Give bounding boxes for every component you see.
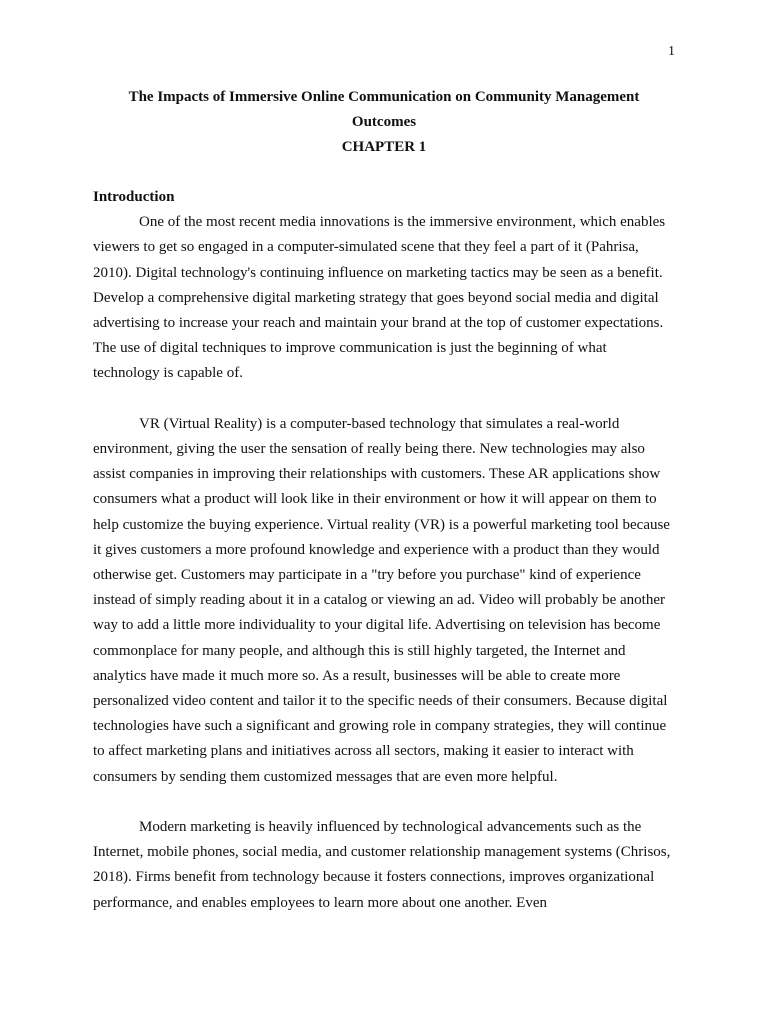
paragraph-1: One of the most recent media innovations is the immersive environment, which enables viewers to get so engaged in a computer-simulated scene that they feel a part of it (Pahrisa, 2010). Digital technology's continuing influence on marketing tactics may be seen as a benefit. Develop a comprehensive digital marketing strategy that goes beyond social media and digital advertising to increase your reach and maintain your brand at the top of customer expectations. The use of digital techniques to improve communication is just the beginning of what technology is capable of. (93, 214, 666, 382)
paragraph-3: Modern marketing is heavily influenced by technological advancements such as the Internet, mobile phones, social media, and customer relationship management systems (Chrisos, 2018). Firms benefit from technology because it fosters connections, improves organizational performance, and enables employees to learn more about one another. Even (93, 819, 671, 911)
chapter-heading: CHAPTER 1 (341, 139, 427, 155)
title-line-1: The Impacts of Immersive Online Communication on Community Management (128, 89, 640, 105)
title-line-2: Outcomes (351, 114, 417, 130)
section-heading-introduction: Introduction (93, 189, 175, 205)
document-title-block (93, 85, 675, 160)
paragraph-gap (93, 790, 677, 815)
page-number: 1 (668, 44, 675, 59)
paragraph-2: VR (Virtual Reality) is a computer-based technology that simulates a real-world environment, giving the user the sensation of really being there. New technologies may also assist companies in improving their relationships with customers. These AR applications show consumers what a product will look like in their environment or how it will appear on them to help customize the buying experience. Virtual reality (VR) is a powerful marketing tool because it gives customers a more profound knowledge and experience with a product than they would otherwise get. Customers may participate in a "try before you purchase" kind of experience instead of simply reading about it in a catalog or viewing an ad. Video will probably be another way to add a little more individuality to your digital life. Advertising on television has become commonplace for many people, and although this is still highly targeted, the Internet and analytics have made it much more so. As a result, businesses will be able to create more personalized video content and tailor it to the specific needs of their consumers. Because digital technologies have such a significant and growing role in company strategies, they will continue to affect marketing plans and initiatives across all sectors, making it easier to interact with consumers by sending them customized messages that are even more helpful. (93, 415, 670, 785)
paragraph-gap (93, 387, 677, 412)
document-body (93, 185, 677, 916)
